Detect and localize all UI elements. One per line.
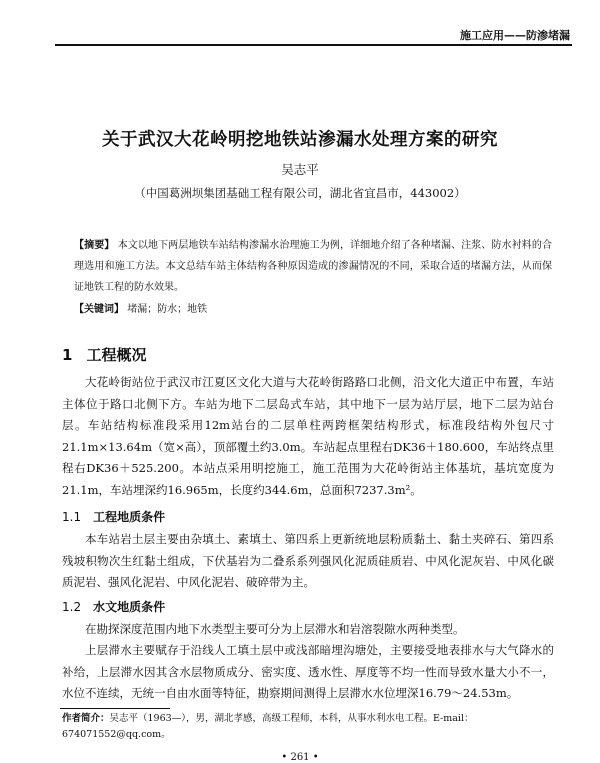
footnote-text: 吴志平（1963—），男，湖北孝感，高级工程师，本科，从事水利水电工程。E-mail：674071552@qq.com。 [62, 713, 474, 740]
keywords [74, 300, 552, 315]
section-1-2-paragraph-1: 在勘探深度范围内地下水类型主要可分为上层滞水和岩溶裂隙水两种类型。 [85, 622, 465, 636]
journal-section-label: 施工应用——防渗堵漏 [460, 29, 570, 42]
page-number: • 261 • [281, 752, 319, 763]
keywords-text: 堵漏；防水；地铁 [127, 304, 208, 315]
section-1-2-paragraph-2: 上层滞水主要赋存于沿线人工填土层中或浅部暗埋沟塘处，主要接受地表排水与大气降水的补给，上层滞水因其含水层物质成分、密实度、透水性、厚度等不均一性而导致水量大小不一，水位不连续，无统一自由水面等特征，勘察期间测得上层滞水水位埋深16.79～24.53m。 [62, 643, 554, 700]
subsection-title: 工程地质条件 [93, 510, 166, 524]
abstract-text: 本文以地下两层地铁车站结构渗漏水治理施工为例，详细地介绍了各种堵漏、注浆、防水衬料的合理选用和施工方法。本文总结车站主体结构各种原因造成的渗漏情况的不同，采取合适的堵漏方法，从而保证地铁工程的防水效果。 [74, 240, 553, 293]
section-heading-1 [62, 344, 146, 365]
section-title: 工程概况 [86, 346, 147, 364]
abstract-label: 【摘要】 [74, 240, 115, 251]
subsection-title: 水文地质条件 [93, 600, 166, 614]
section-heading-1-1 [62, 508, 165, 525]
section-heading-1-2 [62, 598, 165, 615]
abstract [74, 235, 552, 298]
author-footnote [62, 711, 554, 743]
section-1-paragraph: 大花岭街站位于武汉市江夏区文化大道与大花岭街路路口北侧，沿文化大道正中布置，车站主体位于路口北侧下方。车站为地下二层岛式车站，其中地下一层为站厅层，地下二层为站台层。车站结构标准段采用12m站台的二层单柱两跨框架结构形式，标准段结构外包尺寸21.1m×13.64m（宽×高），顶部覆土约3.0m。车站起点里程右DK36＋180.600，车站终点里程右DK36＋525.200。本站点采用明挖施工，施工范围为大花岭街站主体基坑，基坑宽度为21.1m，车站埋深约16.965m，长度约344.6m，总面积7237.3m²。 [62, 375, 554, 497]
section-1-1-paragraph: 本车站岩土层主要由杂填土、素填土、第四系上更新统地层粉质黏土、黏土夹碎石、第四系残坡积物次生红黏土组成，下伏基岩为二叠系系列强风化泥质硅质岩、中风化泥灰岩、中风化碳质泥岩、强风化泥岩、中风化泥岩、破碎带为主。 [62, 532, 554, 589]
footnote-rule [60, 708, 170, 709]
article-author: 吴志平 [281, 162, 319, 177]
author-affiliation: （中国葛洲坝集团基础工程有限公司，湖北省宜昌市，443002） [134, 186, 466, 200]
section-number: 1 [62, 346, 73, 364]
footnote-label: 作者简介： [62, 713, 110, 724]
keywords-label: 【关键词】 [74, 304, 124, 315]
header-rule [55, 44, 572, 46]
subsection-number: 1.2 [62, 600, 82, 614]
subsection-number: 1.1 [62, 510, 82, 524]
article-title: 关于武汉大花岭明挖地铁站渗漏水处理方案的研究 [102, 130, 498, 150]
